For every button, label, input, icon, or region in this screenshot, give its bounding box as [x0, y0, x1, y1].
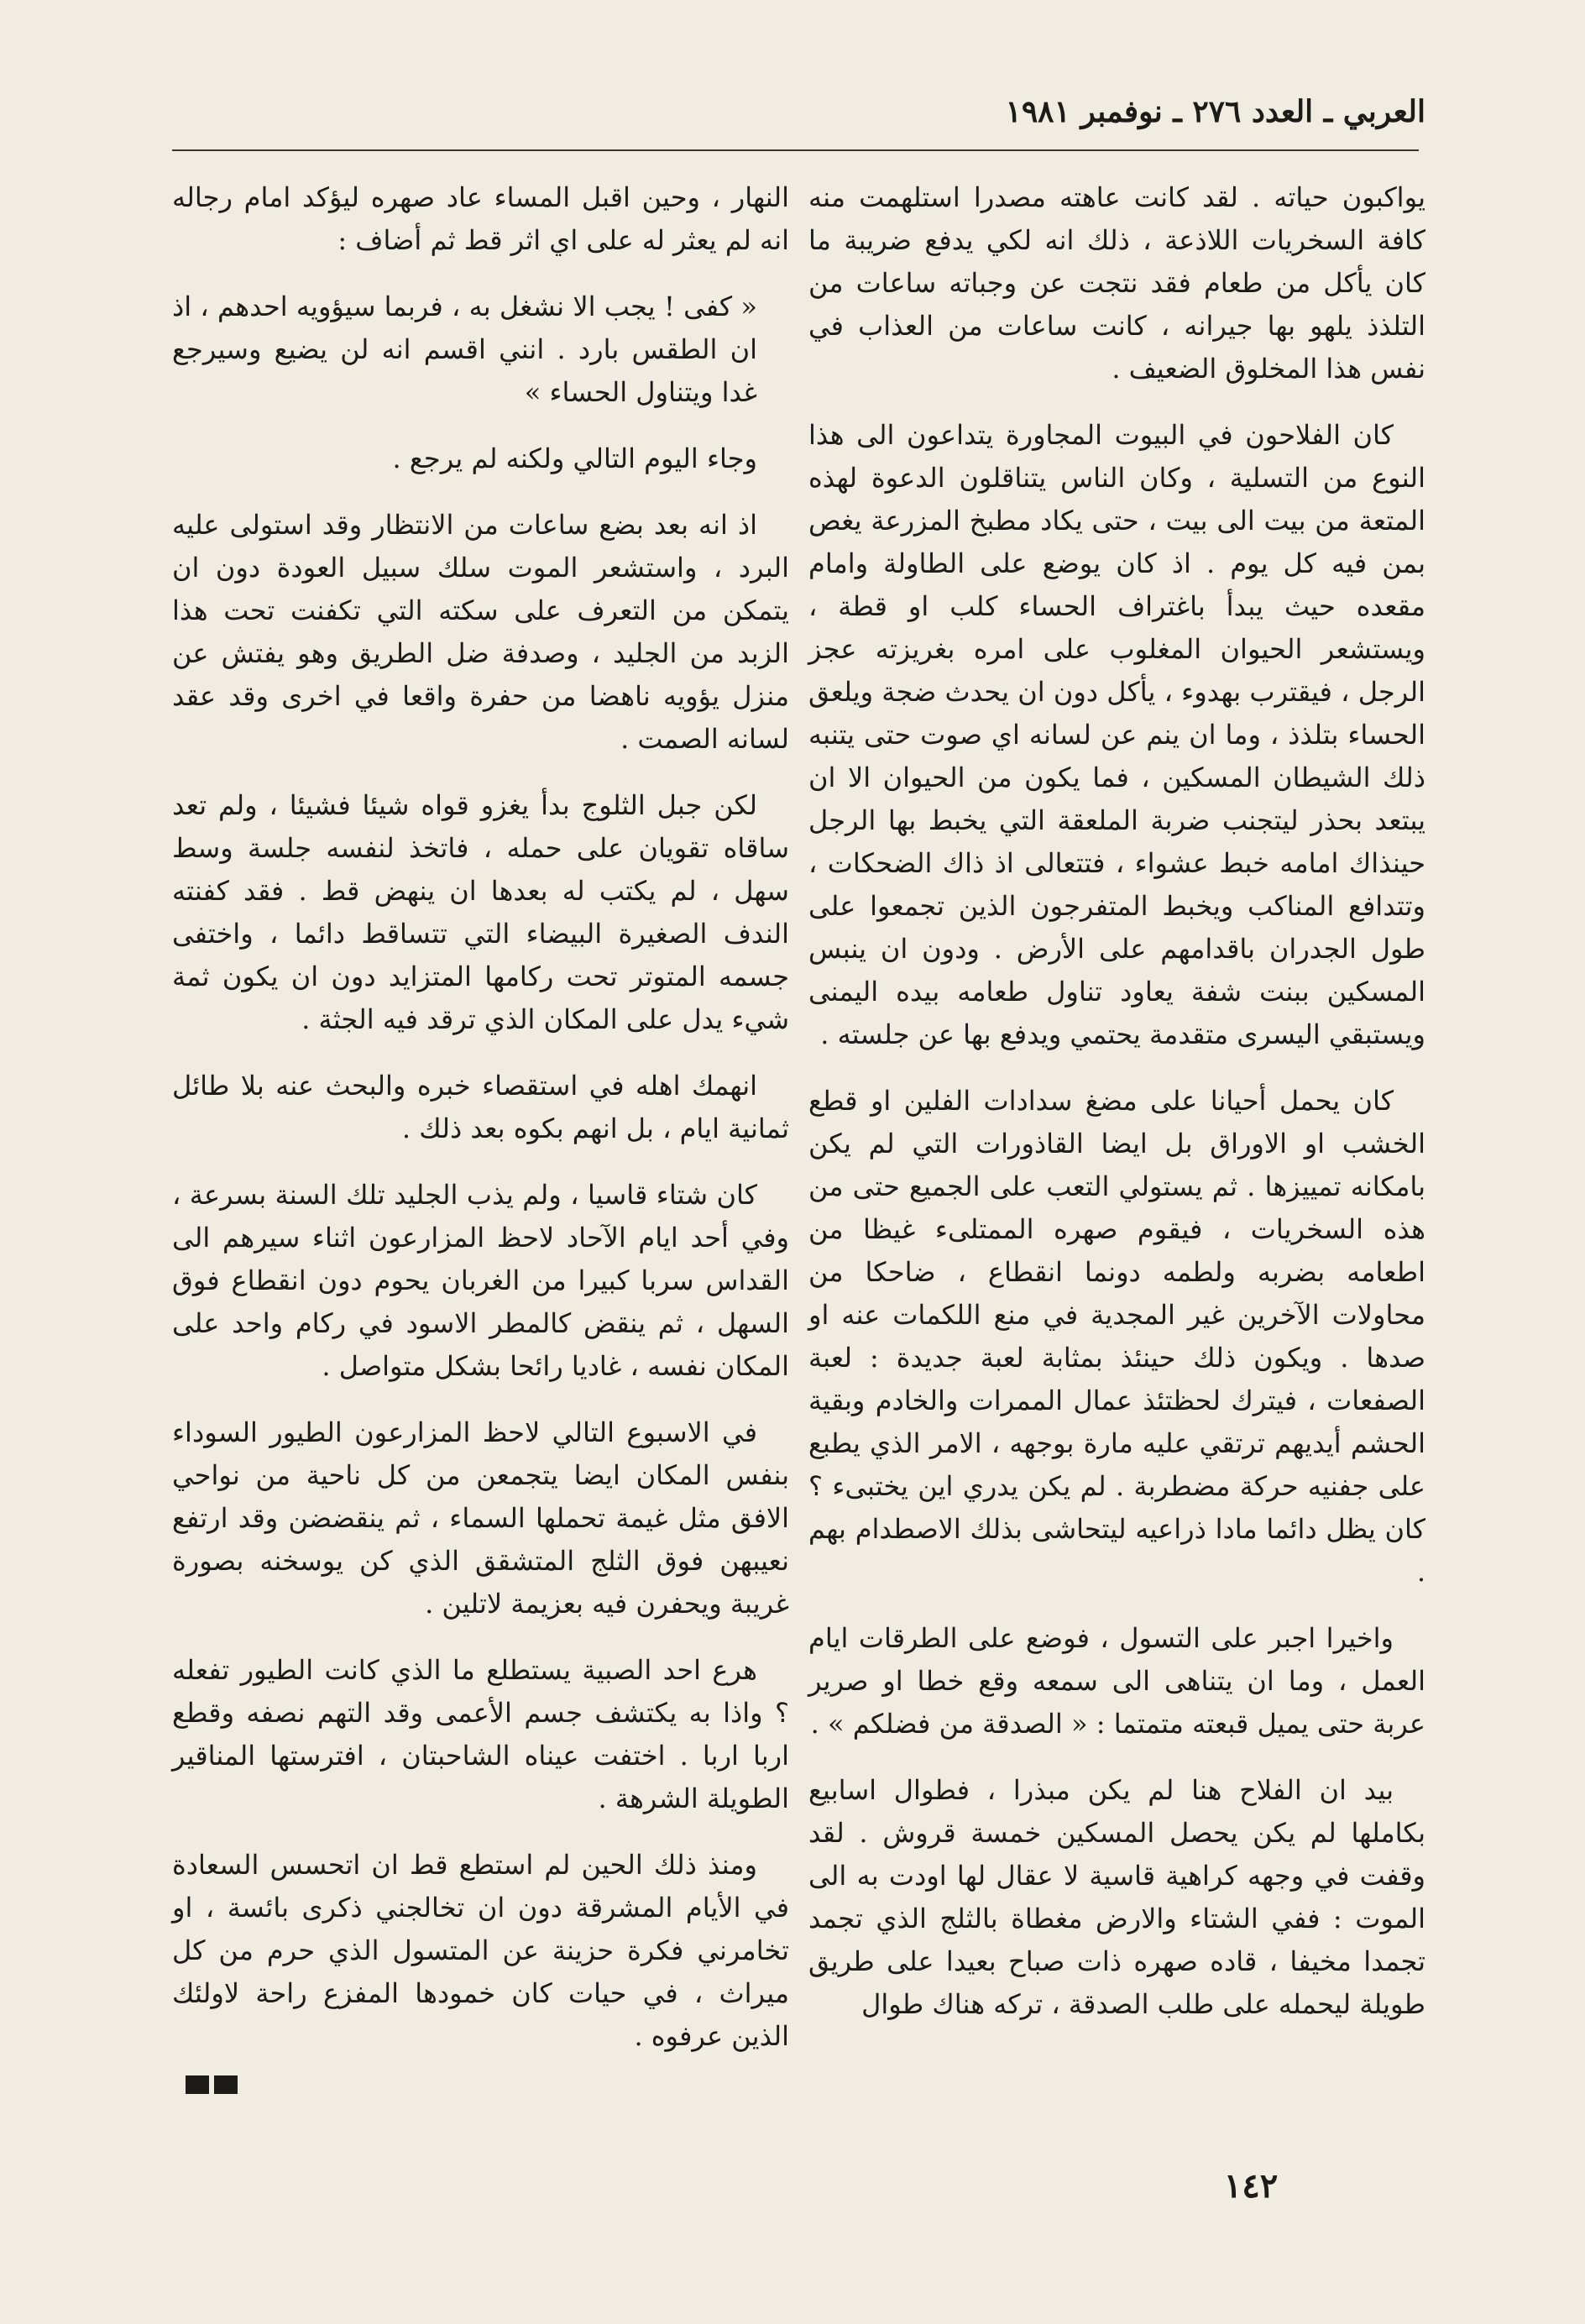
- paragraph: ومنذ ذلك الحين لم استطع قط ان اتحسس السعادة في الأيام المشرقة دون ان تخالجني ذكرى بائسة ، او تخامرني فكرة حزينة عن المتسول الذي حرم من كل ميراث ، في حيات كان خمودها المفزع راحة لاولئك الذين عرفوه .: [172, 1849, 789, 2052]
- paragraph: لكن جبل الثلوج بدأ يغزو قواه شيئا فشيئا ، ولم تعد ساقاه تقويان على حمله ، فاتخذ لنفسه جلسة وسط سهل ، لم يكتب له بعدها ان ينهض قط . فقد كفنته الندف الصغيرة البيضاء التي تتساقط دائما ، واختفى جسمه المتوتر تحت ركامها المتزايد دون ان يكون ثمة شيء يدل على المكان الذي ترقد فيه الجثة .: [172, 789, 790, 1035]
- end-of-article-marks: [180, 2075, 238, 2094]
- paragraph: اذ انه بعد بضع ساعات من الانتظار وقد استولى عليه البرد ، واستشعر الموت سلك سبيل العودة دون ان يتمكن من التعرف على سكته التي تكفنت تحت هذا الزبد من الجليد ، وصدفة ضل الطريق وهو يفتش عن منزل يؤويه ناهضا من حفرة واقعا في اخرى وقد عقد لسانه الصمت .: [172, 509, 789, 755]
- quoted-paragraph: « كفى ! يجب الا نشغل به ، فربما سيؤويه احدهم ، اذ ان الطقس بارد . انني اقسم انه لن يضيع وسيرجع غدا ويتناول الحساء »: [172, 290, 757, 408]
- left-column: [172, 176, 789, 2081]
- paragraph: كان يحمل أحيانا على مضغ سدادات الفلين او قطع الخشب او الاوراق بل ايضا القاذورات التي لم يكن بامكانه تمييزها . ثم يستولي التعب على الجميع حتى من هذه السخريات ، فيقوم صهره الممتلىء غيظا من اطعامه بضربه ولطمه دونما انقطاع ، ضاحكا من محاولات الآخرين غير المجدية في منع اللكمات عنه او صدها . ويكون ذلك حينئذ بمثابة لعبة جديدة : لعبة الصفعات ، فيترك لحظتئذ عمال الممرات والخادم وبقية الحشم أيديهم ترتقي عليه مارة بوجهه ، الامر الذي يطبع على جفنيه حركة مضطربة . لم يكن يدري اين يختبىء ؟ كان يظل دائما مادا ذراعيه ليتحاشى بذلك الاصطدام بهم .: [808, 1085, 1425, 1588]
- paragraph: واخيرا اجبر على التسول ، فوضع على الطرقات ايام العمل ، وما ان يتناهى الى سمعه وقع خطا او صرير عربة حتى يميل قبعته متمتما : « الصدقة من فضلكم » .: [808, 1622, 1425, 1740]
- paragraph: وجاء اليوم التالي ولكنه لم يرجع .: [392, 442, 757, 474]
- paragraph: كان شتاء قاسيا ، ولم يذب الجليد تلك السنة بسرعة ، وفي أحد ايام الآحاد لاحظ المزارعون اثناء سيرهم الى القداس سربا كبيرا من الغربان يحوم دون انقطاع فوق السهل ، ثم ينقض كالمطر الاسود في ركام واحد على المكان نفسه ، غاديا رائحا بشكل متواصل .: [172, 1179, 789, 1382]
- paragraph: في الاسبوع التالي لاحظ المزارعون الطيور السوداء بنفس المكان ايضا يتجمعن من كل ناحية من نواحي الافق مثل غيمة تحملها السماء ، ثم ينقضضن وقد ارتفع نعيبهن فوق الثلج المتشقق الذي كن يوسخنه بصورة غريبة ويحفرن فيه بعزيمة لاتلين .: [172, 1416, 790, 1620]
- end-square-icon: [214, 2075, 238, 2094]
- paragraph: كان الفلاحون في البيوت المجاورة يتداعون الى هذا النوع من التسلية ، وكان الناس يتناقلون الدعوة لهذه المتعة من بيت الى بيت ، حتى يكاد مطبخ المزرعة يغص بمن فيه كل يوم . اذ كان يوضع على الطاولة وامام مقعده حيث يبدأ باغتراف الحساء كلب او قطة ، ويستشعر الحيوان المغلوب على امره بغريزته عجز الرجل ، فيقترب بهدوء ، يأكل دون ان يحدث ضجة ويلعق الحساء بتلذذ ، وما ان ينم عن لسانه اي صوت حتى يتنبه ذلك الشيطان المسكين ، فما يكون من الحيوان الا ان يبتعد بحذر ليتجنب ضربة الملعقة التي يخبط بها الرجل حينذاك امامه خبط عشواء ، فتتعالى اذ ذاك الضحكات ، وتتدافع المناكب ويخبط المتفرجون الذين تجمعوا على طول الجدران باقدامهم على الأرض . ودون ان ينبس المسكين ببنت شفة يعاود تناول طعامه بيده اليمنى ويستبقي اليسرى متقدمة يحتمي ويدفع بها عن جلسته .: [808, 419, 1426, 1050]
- paragraph: هرع احد الصبية يستطلع ما الذي كانت الطيور تفعله ؟ واذا به يكتشف جسم الأعمى وقد التهم نصفه وقطع اربا اربا . اختفت عيناه الشاحبتان ، افترستها المناقير الطويلة الشرهة .: [172, 1654, 789, 1814]
- header-divider: [172, 149, 1419, 151]
- paragraph: النهار ، وحين اقبل المساء عاد صهره ليؤكد امام رجاله انه لم يعثر له على اي اثر قط ثم أضاف :: [172, 181, 789, 256]
- running-header: العربي ـ العدد ٢٧٦ ـ نوفمبر ١٩٨١: [1005, 94, 1425, 129]
- paragraph: بيد ان الفلاح هنا لم يكن مبذرا ، فطوال اسابيع بكاملها لم يكن يحصل المسكين خمسة قروش . لقد وقفت في وجهه كراهية قاسية لا عقال لها اودت به الى الموت : ففي الشتاء والارض مغطاة بالثلج الذي تجمد تجمدا مخيفا ، قاده صهره ذات صباح بعيدا على طريق طويلة ليحمله على طلب الصدقة ، تركه هناك طوال: [808, 1774, 1426, 2020]
- end-square-icon: [186, 2075, 209, 2094]
- paragraph: انهمك اهله في استقصاء خبره والبحث عنه بلا طائل ثمانية ايام ، بل انهم بكوه بعد ذلك .: [172, 1070, 789, 1144]
- paragraph: يواكبون حياته . لقد كانت عاهته مصدرا استلهمت منه كافة السخريات اللاذعة ، ذلك انه لكي يدفع ضريبة ما كان يأكل من طعام فقد نتجت عن وجباته ساعات من التلذذ يلهو بها جيرانه ، كانت ساعات من العذاب في نفس هذا المخلوق الضعيف .: [808, 181, 1426, 385]
- page-number: ١٤٢: [1223, 2166, 1279, 2206]
- right-column: [808, 176, 1425, 2049]
